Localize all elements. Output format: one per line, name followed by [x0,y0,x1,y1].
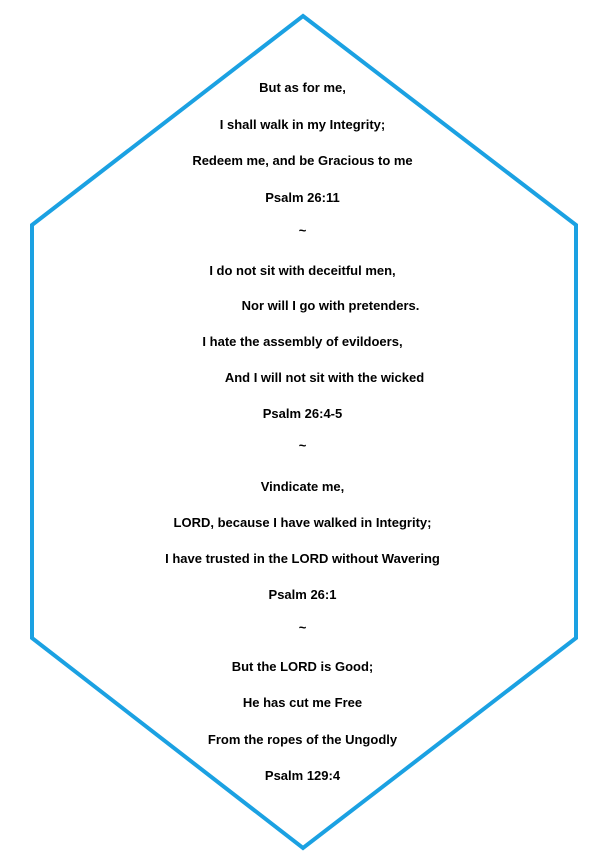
verse-line: But the LORD is Good; [231,659,374,674]
verse-line: But as for me, [259,80,346,95]
verse-line: I shall walk in my Integrity; [219,117,386,132]
hexagon-outline [32,16,576,848]
verse-reference: Psalm 26:1 [268,587,337,602]
verse-line: LORD, because I have walked in Integrity; [173,515,432,530]
separator-tilde: ~ [298,620,307,635]
verse-line: I hate the assembly of evildoers, [202,334,403,349]
verse-line: He has cut me Free [242,695,363,710]
verse-reference: Psalm 129:4 [264,768,341,783]
verse-line: Vindicate me, [260,479,345,494]
verse-line: From the ropes of the Ungodly [207,732,398,747]
verse-line: Redeem me, and be Gracious to me [192,153,413,168]
verse-reference: Psalm 26:4-5 [262,406,343,421]
verse-reference: Psalm 26:11 [265,190,340,205]
verse-line: I do not sit with deceitful men, [209,263,396,278]
verse-line: And I will not sit with the wicked [224,370,425,385]
separator-tilde: ~ [298,223,307,238]
verse-line: Nor will I go with pretenders. [241,298,420,313]
separator-tilde: ~ [298,438,307,453]
verse-line: I have trusted in the LORD without Wavering [165,551,440,566]
